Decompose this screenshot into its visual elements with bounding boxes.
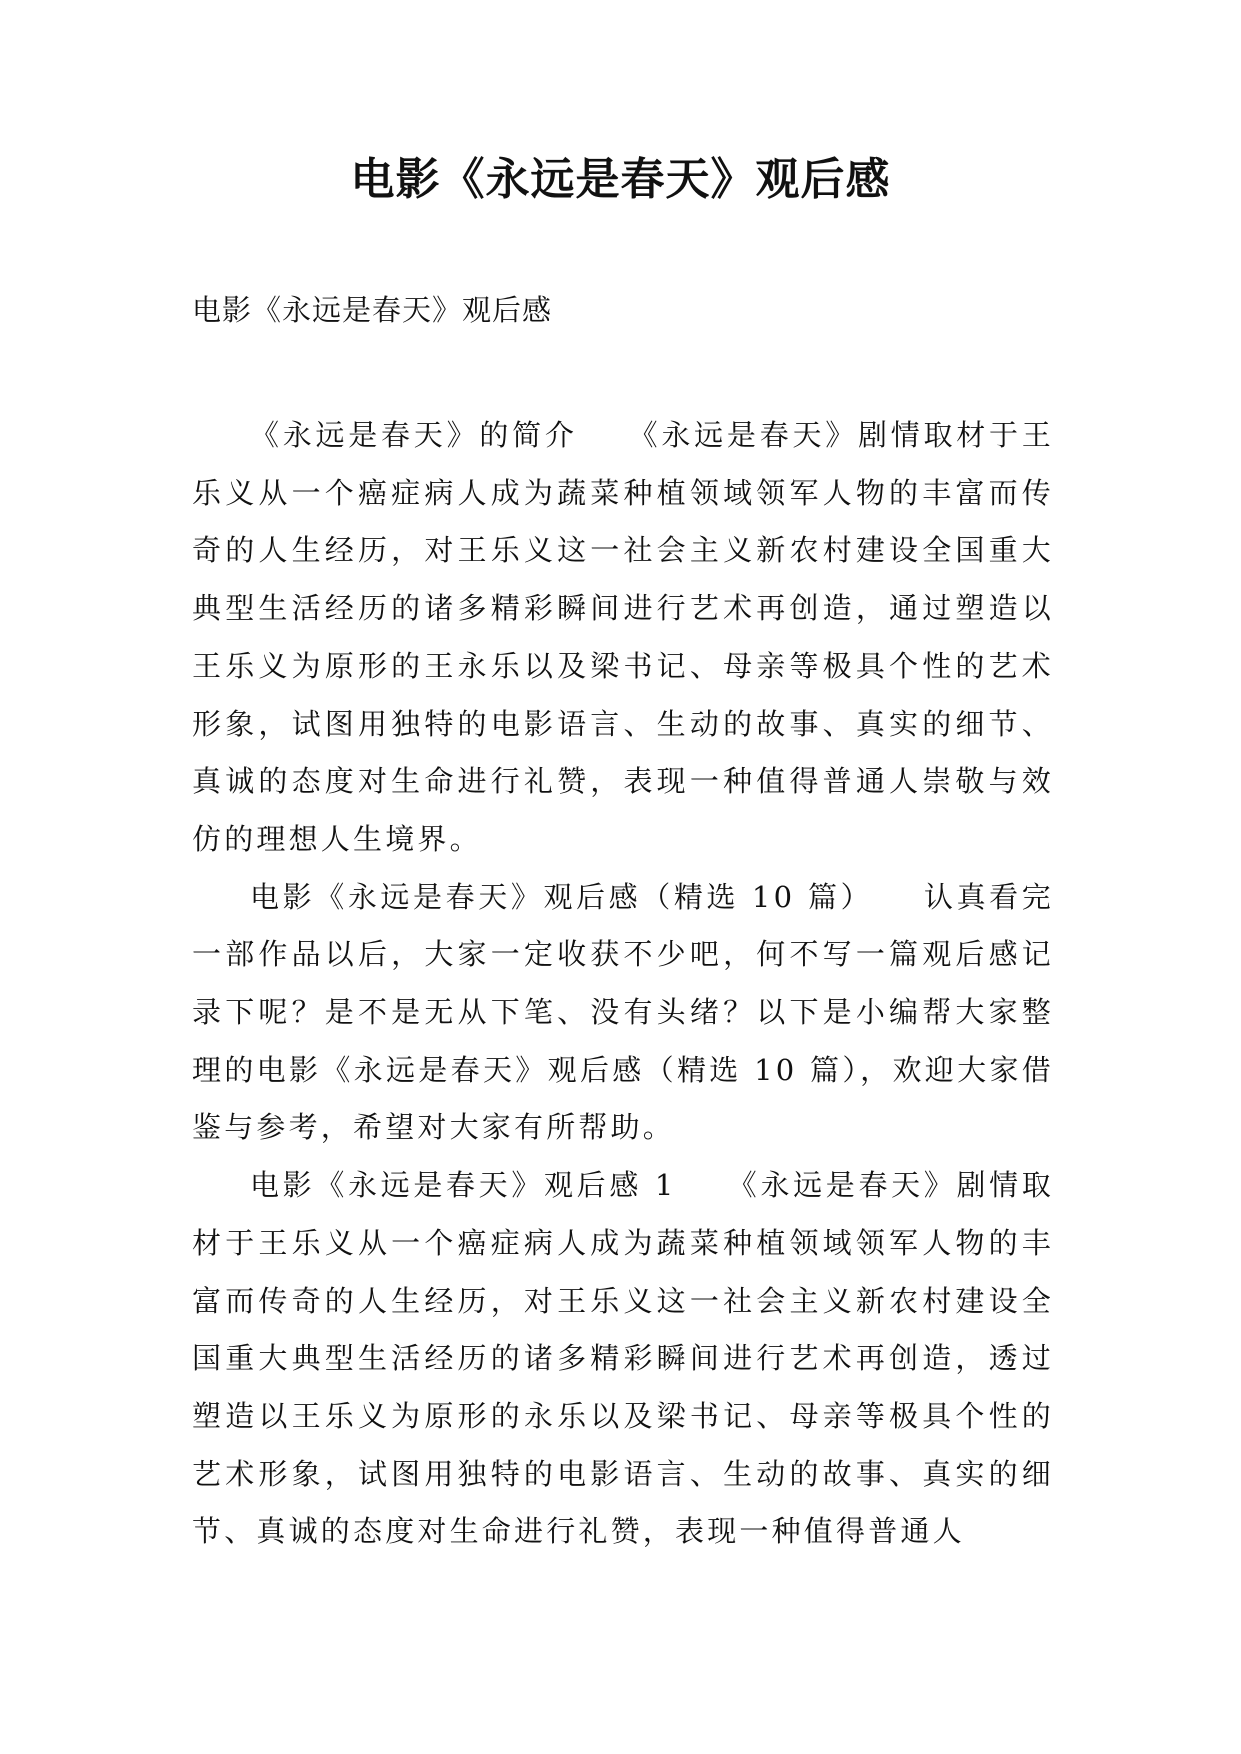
document-body [192, 407, 1054, 1561]
paragraph-intro: 《永远是春天》的简介 《永远是春天》剧情取材于王乐义从一个癌症病人成为蔬菜种植领域领军人物的丰富而传奇的人生经历，对王乐义这一社会主义新农村建设全国重大典型生活经历的诸多精彩瞬间进行艺术再创造，通过塑造以王乐义为原形的王永乐以及梁书记、母亲等极具个性的艺术形象，试图用独特的电影语言、生动的故事、真实的细节、真诚的态度对生命进行礼赞，表现一种值得普通人崇敬与效仿的理想人生境界。 [192, 418, 1054, 856]
document-title: 电影《永远是春天》观后感 [350, 154, 891, 205]
paragraph-preface: 电影《永远是春天》观后感（精选 10 篇） 认真看完一部作品以后，大家一定收获不少吧，何不写一篇观后感记录下呢？是不是无从下笔、没有头绪？以下是小编帮大家整理的电影《永远是春天》观后感（精选 10 篇），欢迎大家借鉴与参考，希望对大家有所帮助。 [192, 879, 1054, 1145]
document-subtitle: 电影《永远是春天》观后感 [192, 293, 553, 327]
paragraph-essay-1: 电影《永远是春天》观后感 1 《永远是春天》剧情取材于王乐义从一个癌症病人成为蔬菜种植领域领军人物的丰富而传奇的人生经历，对王乐义这一社会主义新农村建设全国重大典型生活经历的诸多精彩瞬间进行艺术再创造，透过塑造以王乐义为原形的永乐以及梁书记、母亲等极具个性的艺术形象，试图用独特的电影语言、生动的故事、真实的细节、真诚的态度对生命进行礼赞，表现一种值得普通人 [192, 1168, 1054, 1549]
